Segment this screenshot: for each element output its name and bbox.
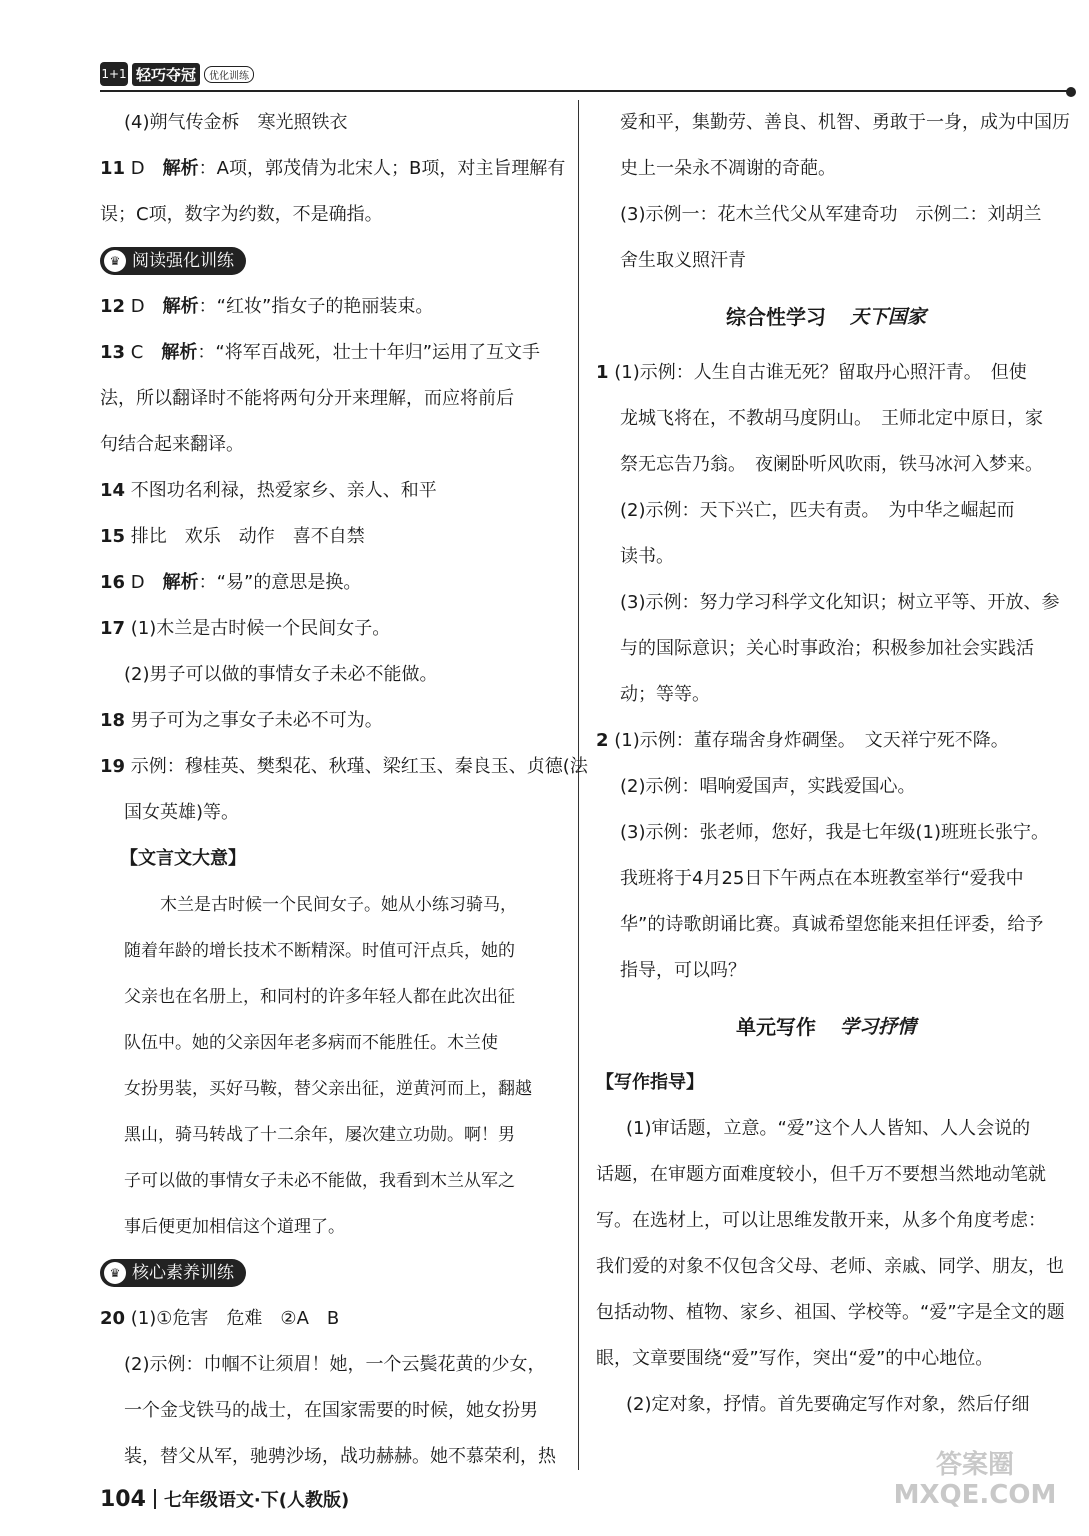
writing-guide-title: 【写作指导】 <box>596 1072 704 1093</box>
question-17 <box>100 606 560 652</box>
question-16 <box>100 560 560 606</box>
answer-choice: D <box>130 158 145 179</box>
question-number: 1 <box>596 362 609 383</box>
answer-line: 误；C项，数字为约数，不是确指。 <box>100 204 383 225</box>
question-11 <box>100 146 566 192</box>
answer-line: (3)示例：张老师，您好，我是七年级(1)班班长张宁。 <box>620 822 1049 843</box>
answer-line: 句结合起来翻译。 <box>100 434 244 455</box>
answer-text: 排比 欢乐 动作 喜不自禁 <box>130 526 365 547</box>
question-number: 2 <box>596 730 609 751</box>
section-title: 阅读强化训练 <box>132 251 234 271</box>
answer-text: 不图功名利禄，热爱家乡、亲人、和平 <box>130 480 437 501</box>
answer-line: 我班将于4月25日下午两点在本班教室举行“爱我中 <box>620 868 1024 889</box>
section-heading-writing <box>596 994 1056 1060</box>
analysis-text: ：“红妆”指女子的艳丽装束。 <box>198 296 434 317</box>
page-header <box>100 58 1070 92</box>
question-number: 13 <box>100 342 126 363</box>
answer-line: 爱和平，集勤劳、善良、机智、勇敢于一身，成为中国历 <box>620 112 1070 133</box>
question-number: 11 <box>100 158 126 179</box>
answer-line: 龙城飞将在，不教胡马度阴山。 王师北定中原日，家 <box>620 408 1043 429</box>
answer-line: 写。在选材上，可以让思维发散开来，从多个角度考虑： <box>596 1210 1046 1231</box>
header-rule <box>100 90 1070 92</box>
answer-line: 话题，在审题方面难度较小，但千万不要想当然地动笔就 <box>596 1164 1046 1185</box>
answer-line: 法，所以翻译时不能将两句分开来理解，而应将前后 <box>100 388 514 409</box>
column-divider <box>578 100 579 1470</box>
analysis-label: 解析 <box>162 158 199 179</box>
answer-line: 眼，文章要围绕“爱”写作，突出“爱”的中心地位。 <box>596 1348 994 1369</box>
answer-line: (4)朔气传金柝 寒光照铁衣 <box>124 112 348 133</box>
answer-text: (1)①危害 危难 ②A B <box>130 1308 340 1329</box>
answer-choice: D <box>130 572 145 593</box>
answer-line: 祭无忘告乃翁。 夜阑卧听风吹雨，铁马冰河入梦来。 <box>620 454 1043 475</box>
footer-divider <box>154 1489 156 1509</box>
answer-line: (2)定对象，抒情。首先要确定写作对象，然后仔细 <box>626 1394 1030 1415</box>
classical-line: 随着年龄的增长技术不断精深。时值可汗点兵，她的 <box>124 941 515 961</box>
brand-subtitle: 优化训练 <box>204 66 254 83</box>
answer-text: (1)示例：董存瑞舍身炸碉堡。 文天祥宁死不降。 <box>614 730 1009 751</box>
answer-line: 国女英雄)等。 <box>124 802 240 823</box>
question-12 <box>100 284 560 330</box>
question-number: 12 <box>100 296 126 317</box>
answer-line: 华”的诗歌朗诵比赛。真诚希望您能来担任评委，给予 <box>620 914 1044 935</box>
answer-text: (1)示例：人生自古谁无死？留取丹心照汗青。 但使 <box>614 362 1027 383</box>
crown-icon: ♛ <box>104 1262 126 1284</box>
heading-sub: 天下国家 <box>849 306 926 328</box>
classical-line: 女扮男装，买好马鞍，替父亲出征，逆黄河而上，翻越 <box>124 1079 532 1099</box>
answer-line: 装，替父从军，驰骋沙场，战功赫赫。她不慕荣利，热 <box>124 1446 556 1467</box>
classical-line: 木兰是古时候一个民间女子。她从小练习骑马， <box>160 895 517 915</box>
answer-text: 示例：穆桂英、樊梨花、秋瑾、梁红玉、秦良玉、贞德(法 <box>130 756 588 777</box>
classical-line: 事后便更加相信这个道理了。 <box>124 1217 345 1237</box>
item-2 <box>596 718 1056 764</box>
answer-line: 读书。 <box>620 546 674 567</box>
watermark-line: MXQE.COM <box>893 1480 1057 1510</box>
answer-choice: D <box>130 296 145 317</box>
answer-line: 史上一朵永不凋谢的奇葩。 <box>620 158 836 179</box>
section-badge <box>100 1259 246 1287</box>
answer-line: (2)男子可以做的事情女子未必不能做。 <box>124 664 438 685</box>
watermark <box>880 1440 1070 1520</box>
question-number: 20 <box>100 1308 126 1329</box>
item-1 <box>596 350 1056 396</box>
question-number: 19 <box>100 756 126 777</box>
section-title: 核心素养训练 <box>132 1263 234 1283</box>
classical-line: 子可以做的事情女子未必不能做，我看到木兰从军之 <box>124 1171 515 1191</box>
classical-title: 【文言文大意】 <box>120 848 246 869</box>
question-number: 14 <box>100 480 126 501</box>
heading-main: 单元写作 <box>735 1015 816 1039</box>
answer-line: 我们爱的对象不仅包含父母、老师、亲戚、同学、朋友，也 <box>596 1256 1064 1277</box>
answer-line: 舍生取义照汗青 <box>620 250 746 271</box>
analysis-label: 解析 <box>162 572 199 593</box>
heading-main: 综合性学习 <box>725 305 826 329</box>
classical-line: 黑山，骑马转战了十二余年，屡次建立功勋。啊！男 <box>124 1125 515 1145</box>
answer-line: 一个金戈铁马的战士，在国家需要的时候，她女扮男 <box>124 1400 538 1421</box>
analysis-text: ：“易”的意思是换。 <box>198 572 362 593</box>
section-core <box>100 1250 560 1296</box>
answer-text: (1)木兰是古时候一个民间女子。 <box>130 618 391 639</box>
analysis-label: 解析 <box>161 342 198 363</box>
answer-line: 与的国际意识；关心时事政治；积极参加社会实践活 <box>620 638 1034 659</box>
page-footer <box>100 1486 349 1512</box>
answer-line: (2)示例：巾帼不让须眉！她，一个云鬓花黄的少女， <box>124 1354 546 1375</box>
heading-sub: 学习抒情 <box>839 1016 916 1038</box>
question-number: 18 <box>100 710 126 731</box>
section-heading-comprehensive <box>596 284 1056 350</box>
answer-line: (3)示例：努力学习科学文化知识；树立平等、开放、参 <box>620 592 1060 613</box>
answer-line: 指导，可以吗？ <box>620 960 746 981</box>
classical-line: 父亲也在名册上，和同村的许多年轻人都在此次出征 <box>124 987 515 1007</box>
classical-line: 队伍中。她的父亲因年老多病而不能胜任。木兰使 <box>124 1033 498 1053</box>
page-number: 104 <box>100 1486 146 1512</box>
brand-mark-icon: 1+1 <box>100 62 128 86</box>
question-19 <box>100 744 588 790</box>
analysis-text: ：“将军百战死，壮士十年归”运用了互文手 <box>197 342 541 363</box>
answer-line: (2)示例：唱响爱国声，实践爱国心。 <box>620 776 916 797</box>
analysis-text: ：A项，郭茂倩为北宋人；B项，对主旨理解有 <box>198 158 566 179</box>
header-dot-icon <box>1066 87 1076 97</box>
analysis-label: 解析 <box>162 296 199 317</box>
question-13 <box>100 330 560 376</box>
question-15 <box>100 514 560 560</box>
answer-line: 动；等等。 <box>620 684 710 705</box>
answer-line: 包括动物、植物、家乡、祖国、学校等。“爱”字是全文的题 <box>596 1302 1065 1323</box>
question-18 <box>100 698 560 744</box>
question-number: 16 <box>100 572 126 593</box>
answer-text: 男子可为之事女子未必不可为。 <box>130 710 383 731</box>
section-reading <box>100 238 560 284</box>
book-title: 七年级语文·下(人教版) <box>163 1490 350 1511</box>
answer-line: (3)示例一：花木兰代父从军建奇功 示例二：刘胡兰 <box>620 204 1042 225</box>
right-column <box>596 100 1070 1428</box>
answer-line: (2)示例：天下兴亡，匹夫有责。 为中华之崛起而 <box>620 500 1015 521</box>
answer-choice: C <box>130 342 144 363</box>
brand-title: 轻巧夺冠 <box>132 63 200 86</box>
left-column <box>100 100 588 1480</box>
watermark-line: 答案圈 <box>935 1450 1014 1480</box>
section-badge <box>100 247 246 275</box>
answer-line: (1)审话题，立意。“爱”这个人人皆知、人人会说的 <box>626 1118 1031 1139</box>
question-20 <box>100 1296 560 1342</box>
question-14 <box>100 468 560 514</box>
question-number: 15 <box>100 526 126 547</box>
crown-icon: ♛ <box>104 250 126 272</box>
question-number: 17 <box>100 618 126 639</box>
brand-logo <box>100 62 254 86</box>
